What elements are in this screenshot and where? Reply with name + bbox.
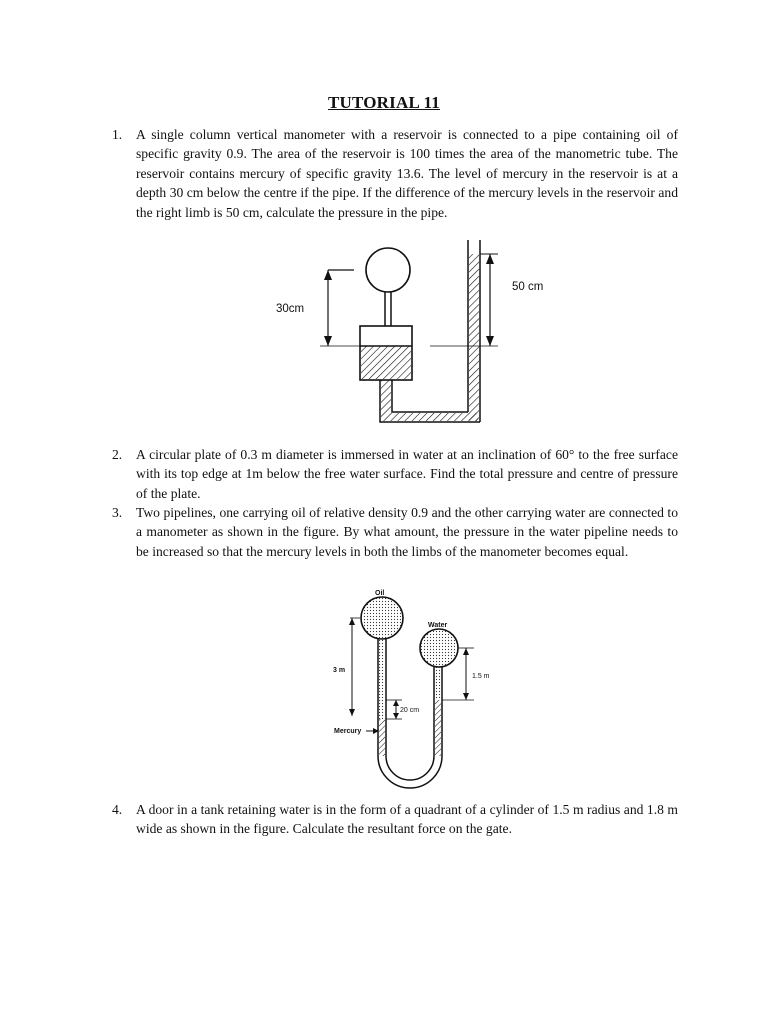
question-number: 4. [112, 802, 123, 817]
manometer-diagram [250, 236, 570, 436]
question-2 [112, 445, 678, 503]
label-30cm: 30cm [276, 303, 305, 315]
label-oil: Oil [375, 590, 385, 597]
label-50cm: 50 cm [512, 281, 544, 293]
label-water: Water [428, 622, 448, 629]
question-number: 2. [112, 447, 123, 462]
question-text: A door in a tank retaining water is in the form of a quadrant of a cylinder of 1.5 m radius and 1.8 m wide as shown in the figure. Calculate the resultant force on the gate. [136, 802, 678, 837]
question-1 [112, 125, 678, 222]
label-1-5m: 1.5 m [472, 673, 490, 680]
question-number: 1. [112, 127, 123, 142]
label-mercury: Mercury [334, 728, 362, 735]
two-pipeline-manometer-diagram [330, 588, 510, 793]
question-text: A single column vertical manometer with a reservoir is connected to a pipe containing oil of specific gravity 0.9. The area of the reservoir is 100 times the area of the manometric tube. The reservoir contains mercury of specific gravity 13.6. The level of mercury in the reservoir is at a depth 30 cm below the centre if the pipe. If the difference of the mercury levels in the reservoir and the right limb is 50 cm, calculate the pressure in the pipe. [136, 127, 678, 220]
question-number: 3. [112, 505, 123, 520]
question-4 [112, 800, 678, 839]
question-text: Two pipelines, one carrying oil of relative density 0.9 and the other carrying water are connected to a manometer as shown in the figure. By what amount, the pressure in the water pipeline needs to be increased so that the mercury levels in both the limbs of the manometer becomes equal. [136, 505, 678, 559]
page-title: TUTORIAL 11 [328, 93, 440, 112]
pipe-circle [366, 248, 410, 292]
label-20cm: 20 cm [400, 707, 420, 714]
question-3 [112, 503, 678, 561]
question-text: A circular plate of 0.3 m diameter is immersed in water at an inclination of 60° to the free surface with its top edge at 1m below the free water surface. Find the total pressure and centre of pressure of the plate. [136, 447, 678, 501]
label-3m: 3 m [333, 667, 346, 674]
